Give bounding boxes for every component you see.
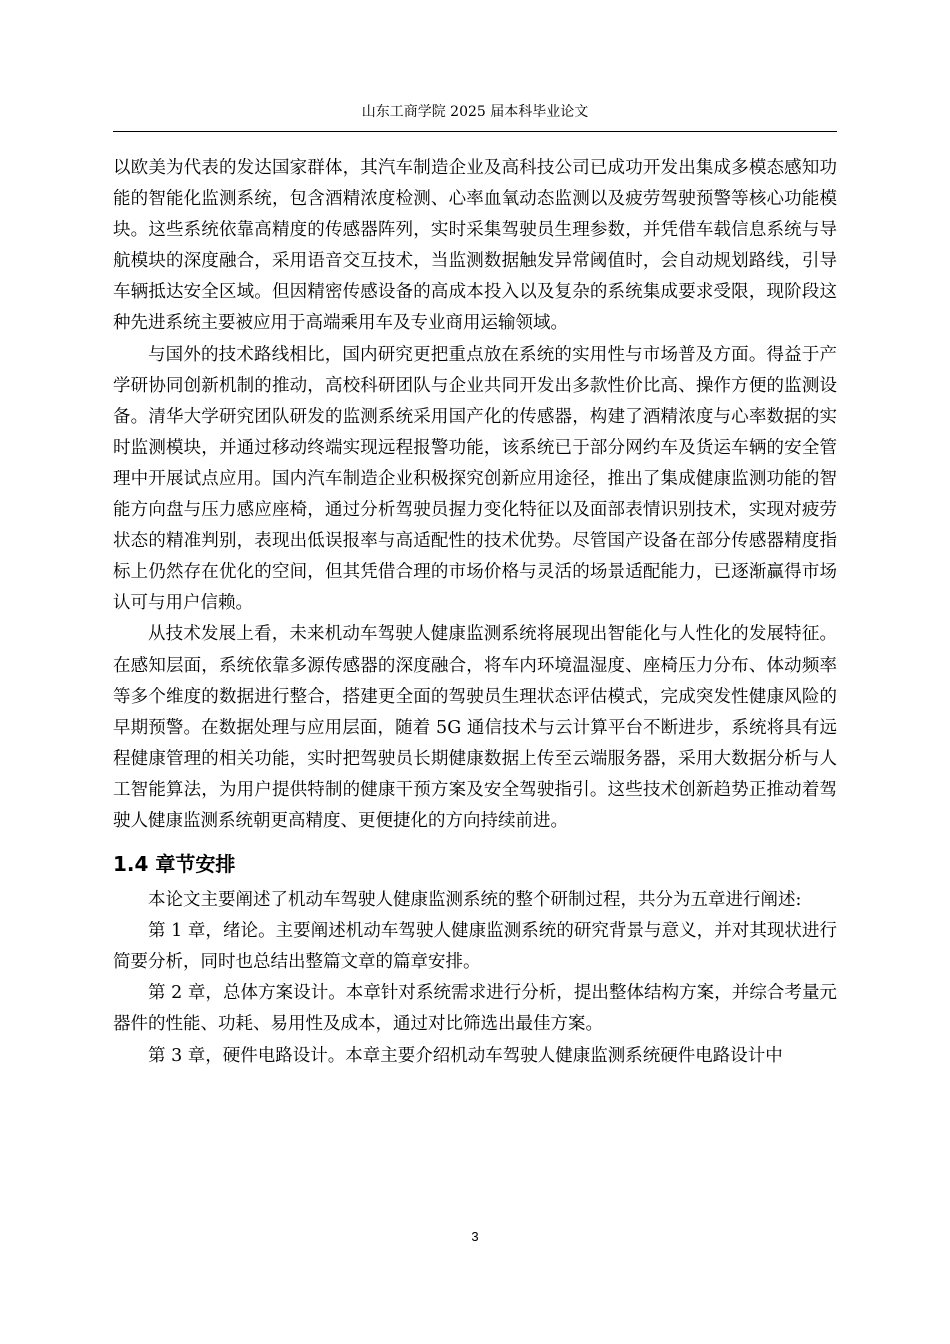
- section-paragraph: 第 2 章，总体方案设计。本章针对系统需求进行分析，提出整体结构方案，并综合考量元器件的性能、功耗、易用性及成本，通过对比筛选出最佳方案。: [113, 983, 837, 1035]
- page-number: 3: [471, 1229, 479, 1244]
- section-paragraph: 本论文主要阐述了机动车驾驶人健康监测系统的整个研制过程，共分为五章进行阐述:: [148, 890, 802, 911]
- body-paragraph: 以欧美为代表的发达国家群体，其汽车制造企业及高科技公司已成功开发出集成多模态感知功能的智能化监测系统，包含酒精浓度检测、心率血氧动态监测以及疲劳驾驶预警等核心功能模块。这些系统依靠高精度的传感器阵列，实时采集驾驶员生理参数，并凭借车载信息系统与导航模块的深度融合，采用语音交互技术，当监测数据触发异常阈值时，会自动规划路线，引导车辆抵达安全区域。但因精密传感设备的高成本投入以及复杂的系统集成要求受限，现阶段这种先进系统主要被应用于高端乘用车及专业商用运输领域。: [113, 158, 837, 334]
- section-paragraph: 第 1 章，绪论。主要阐述机动车驾驶人健康监测系统的研究背景与意义，并对其现状进行简要分析，同时也总结出整篇文章的篇章安排。: [113, 921, 837, 973]
- body-paragraph: 与国外的技术路线相比，国内研究更把重点放在系统的实用性与市场普及方面。得益于产学研协同创新机制的推动，高校科研团队与企业共同开发出多款性价比高、操作方便的监测设备。清华大学研究团队研发的监测系统采用国产化的传感器，构建了酒精浓度与心率数据的实时监测模块，并通过移动终端实现远程报警功能，该系统已于部分网约车及货运车辆的安全管理中开展试点应用。国内汽车制造企业积极探究创新应用途径，推出了集成健康监测功能的智能方向盘与压力感应座椅，通过分析驾驶员握力变化特征以及面部表情识别技术，实现对疲劳状态的精准判别，表现出低误报率与高适配性的技术优势。尽管国产设备在部分传感器精度指标上仍然存在优化的空间，但其凭借合理的市场价格与灵活的场景适配能力，已逐渐赢得市场认可与用户信赖。: [113, 344, 837, 614]
- section-paragraph: 第 3 章，硬件电路设计。本章主要介绍机动车驾驶人健康监测系统硬件电路设计中: [148, 1045, 783, 1066]
- section-heading: 1.4 章节安排: [113, 852, 236, 877]
- header-rule: [113, 131, 837, 132]
- body-paragraph: 从技术发展上看，未来机动车驾驶人健康监测系统将展现出智能化与人性化的发展特征。在感知层面，系统依靠多源传感器的深度融合，将车内环境温湿度、座椅压力分布、体动频率等多个维度的数据进行整合，搭建更全面的驾驶员生理状态评估模式，完成突发性健康风险的早期预警。在数据处理与应用层面，随着 5G 通信技术与云计算平台不断进步，系统将具有远程健康管理的相关功能，实时把驾驶员长期健康数据上传至云端服务器，采用大数据分析与人工智能算法，为用户提供特制的健康干预方案及安全驾驶指引。这些技术创新趋势正推动着驾驶人健康监测系统朝更高精度、更便捷化的方向持续前进。: [113, 624, 837, 831]
- page-body: [113, 153, 837, 1072]
- running-header: 山东工商学院 2025 届本科毕业论文: [361, 104, 589, 120]
